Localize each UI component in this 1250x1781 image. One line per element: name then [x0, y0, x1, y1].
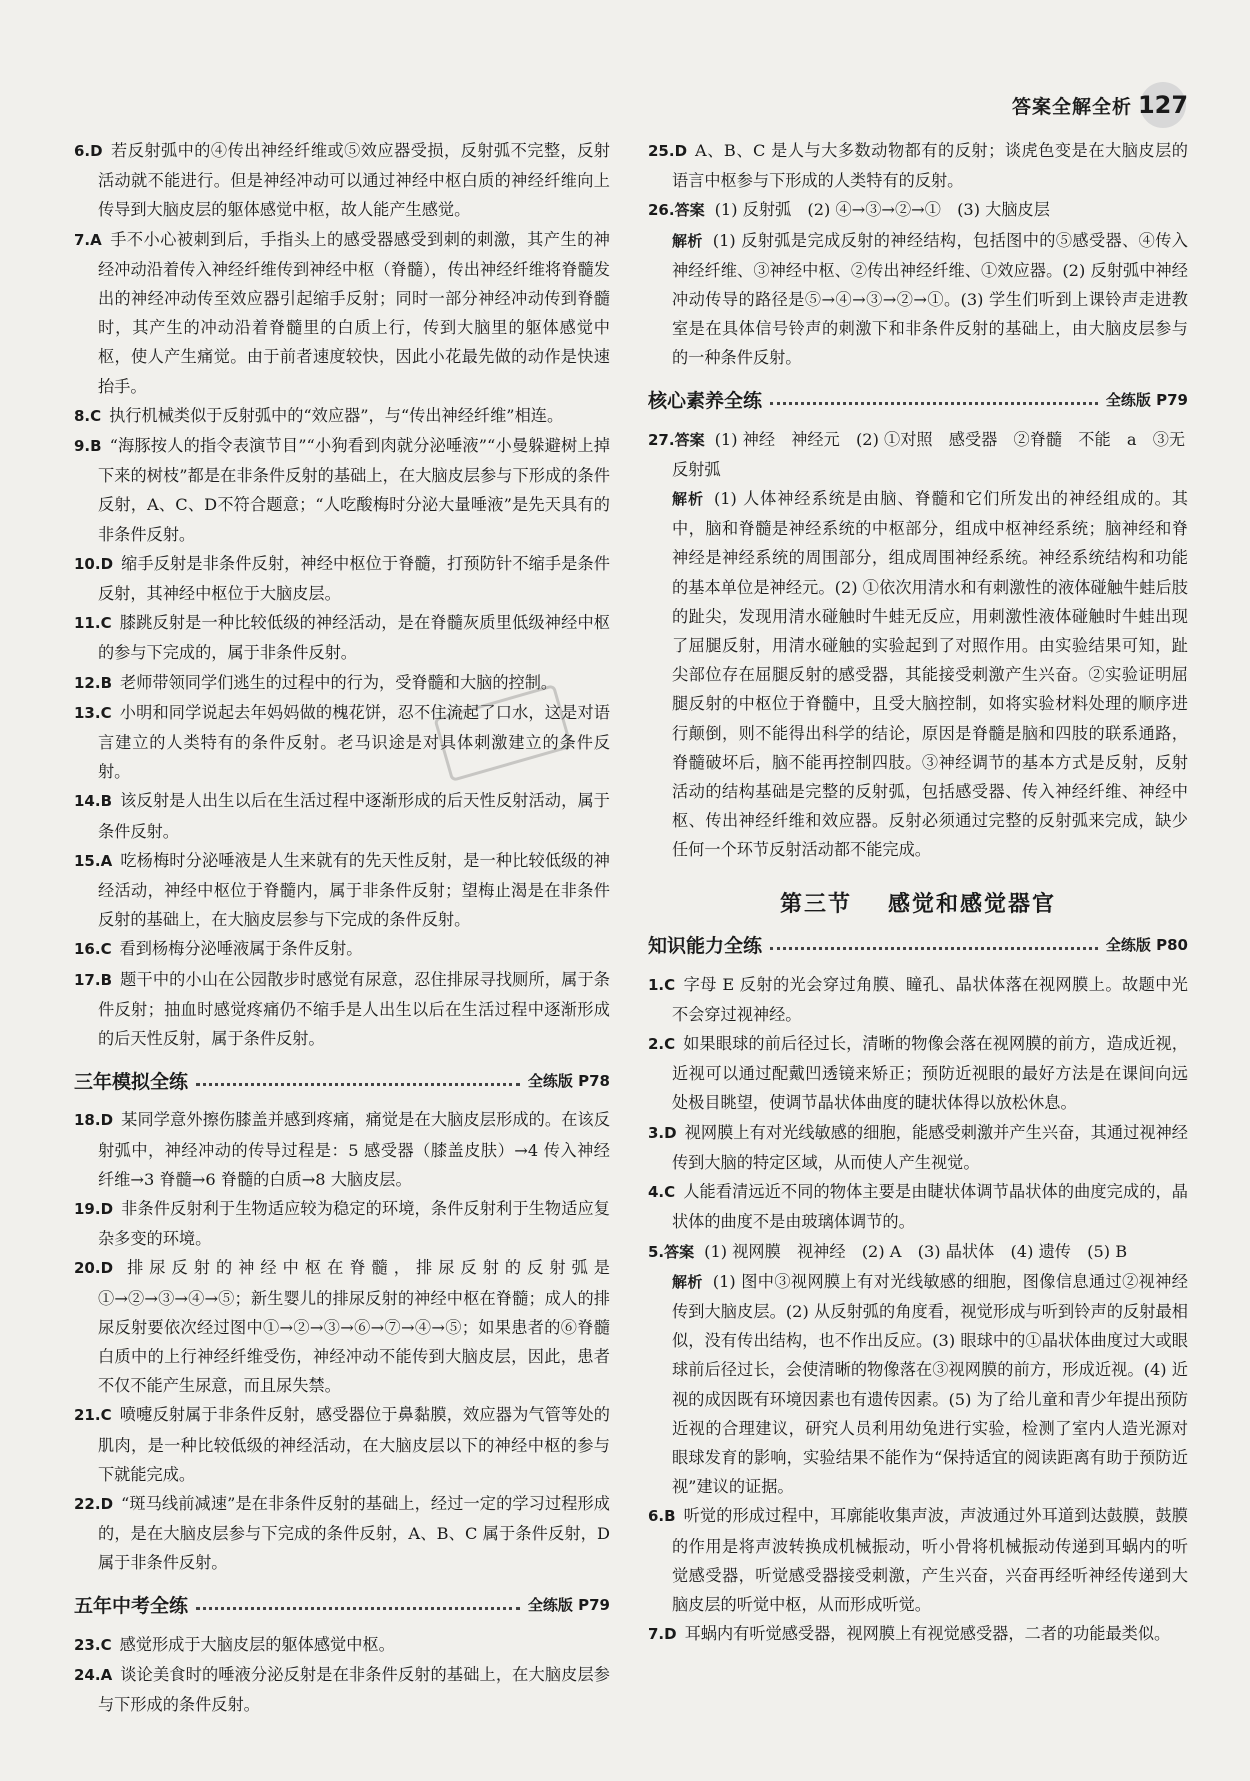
answer-text: 如果眼球的前后径过长，清晰的物像会落在视网膜的前方，造成近视，近视可以通过配戴凹透镜来矫正；预防近视眼的最好方法是在课间向远处极目眺望，使调节晶状体曲度的睫状体得以放松休息。 — [672, 1034, 1188, 1113]
answer-item — [74, 1400, 610, 1489]
answer-item — [74, 965, 610, 1054]
answer-list-d — [648, 970, 1188, 1237]
answer-number: 20.D — [74, 1259, 114, 1278]
analysis-label: 解析 — [672, 1272, 703, 1291]
answer-number: 15.A — [74, 851, 113, 870]
answer-text: “海豚按人的指令表演节目”“小狗看到肉就分泌唾液”“小曼躲避树上掉下来的树枝”都是在非条件反射的基础上，在大脑皮层参与下形成的条件反射，A、C、D不符合题意；“人吃酸梅时分泌大量唾液”是先天具有的非条件反射。 — [98, 436, 610, 544]
section-header-wunian — [74, 1590, 610, 1620]
answer-item — [74, 1194, 610, 1253]
answer-number: 25.D — [648, 142, 688, 160]
answer-list-c — [74, 1630, 610, 1720]
answer-number: 1.C — [648, 975, 676, 994]
answer-text: 老师带领同学们逃生的过程中的行为，受脊髓和大脑的控制。 — [120, 672, 558, 692]
answer-item — [74, 1105, 610, 1194]
answer-number: 27.答案 — [648, 430, 705, 449]
section-header-sannian — [74, 1065, 610, 1095]
answer-number: 2.C — [648, 1035, 676, 1054]
answer-number: 21.C — [74, 1406, 112, 1425]
answer-text: 人能看清远近不同的物体主要是由睫状体调节晶状体的曲度完成的，晶状体的曲度不是由玻璃体调节的。 — [672, 1182, 1188, 1232]
left-column — [74, 136, 610, 1719]
section-title: 核心素养全练 — [648, 390, 763, 413]
answer-text: 某同学意外擦伤膝盖并感到疼痛，痛觉是在大脑皮层形成的。在该反射弧中，神经冲动的传导过程是：5 感受器（膝盖皮肤）→4 传入神经纤维→3 脊髓→6 脊髓的白质→8 大脑皮层。 — [98, 1110, 610, 1189]
answer-item — [648, 1501, 1188, 1619]
answer-text: “斑马线前减速”是在非条件反射的基础上，经过一定的学习过程形成的，是在大脑皮层参与下完成的条件反射，A、B、C 属于条件反射，D 属于非条件反射。 — [98, 1493, 610, 1573]
answer-item — [74, 225, 610, 401]
answer-item — [74, 698, 610, 787]
answer-number: 11.C — [74, 614, 112, 633]
answer-number: 12.B — [74, 673, 113, 692]
answer-number: 10.D — [74, 554, 114, 573]
section-title: 三年模拟全练 — [74, 1070, 189, 1093]
answer-item — [74, 1630, 610, 1660]
answer-item — [648, 1177, 1188, 1236]
answer-number: 26.答案 — [648, 201, 705, 220]
answer-number: 16.C — [74, 940, 112, 959]
answer-number: 7.A — [74, 230, 102, 249]
answer-item — [74, 1253, 610, 1400]
section-header-zhishi — [648, 930, 1188, 960]
answer-number: 9.B — [74, 437, 102, 456]
answer-item — [74, 668, 610, 698]
answer-text: A、B、C 是人与大多数动物都有的反射；谈虎色变是在大脑皮层的语言中枢参与下形成的人类特有的反射。 — [672, 141, 1188, 191]
answer-number: 24.A — [74, 1665, 113, 1684]
section-header-hexin — [648, 385, 1188, 415]
answer-number: 23.C — [74, 1635, 112, 1654]
chapter-number: 第三节 — [779, 891, 852, 917]
section-ref: 全练版 P79 — [1105, 391, 1188, 410]
answer-item — [74, 846, 610, 935]
answer-text: 视网膜上有对光线敏感的细胞，能感受刺激并产生兴奋，其通过视神经传到大脑的特定区域，从而使人产生视觉。 — [672, 1122, 1188, 1172]
chapter-title — [648, 887, 1188, 918]
answer-list-e — [648, 1501, 1188, 1649]
answer-text: 手不小心被刺到后，手指头上的感受器感受到刺的刺激，其产生的神经冲动沿着传入神经纤维传到神经中枢（脊髓），传出神经纤维将脊髓发出的神经冲动传至效应器引起缩手反射；同时一部分神经冲动传到脊髓时，其产生的冲动沿着脊髓里的白质上行，传到大脑里的躯体感觉中枢，使人产生痛觉。由于前者速度较快，因此小花最先做的动作是快速抬手。 — [98, 229, 610, 396]
answer-number: 18.D — [74, 1111, 114, 1130]
answer-item — [648, 1029, 1188, 1118]
answer-item — [648, 1118, 1188, 1177]
answer-item — [648, 1619, 1188, 1649]
answer-item — [74, 1489, 610, 1578]
answer-list-a — [74, 136, 610, 1053]
answer-text: 膝跳反射是一种比较低级的神经活动，是在脊髓灰质里低级神经中枢的参与下完成的，属于非条件反射。 — [98, 613, 610, 663]
analysis-text: (1) 图中③视网膜上有对光线敏感的细胞，图像信息通过②视神经传到大脑皮层。(2) 从反射弧的角度看，视觉形成与听到铃声的反射最相似，没有传出结构，也不作出反应。(3) 眼球中的①晶状体曲度过大或眼球前后径过长，会使清晰的物像落在③视网膜的前方，形成近视。(4) 近视的成因既有环境因素也有遗传因素。(5) 为了给儿童和青少年提出预防近视的合理建议，研究人员利用幼兔进行实验，检测了室内人造光源对眼球发育的影响，实验结果不能作为“保持适宜的阅读距离有助于预防近视”建议的证据。 — [672, 1271, 1188, 1497]
answer-number: 7.D — [648, 1625, 677, 1644]
answer-item — [74, 549, 610, 608]
page-number: 127 — [1140, 82, 1186, 128]
answer-text: 听觉的形成过程中，耳廓能收集声波，声波通过外耳道到达鼓膜，鼓膜的作用是将声波转换成机械振动，听小骨将机械振动传递到耳蜗内的听觉感受器，听觉感受器接受刺激，产生兴奋，兴奋再经听神经传递到大脑皮层的听觉中枢，从而形成听觉。 — [672, 1506, 1188, 1614]
answer-text: 看到杨梅分泌唾液属于条件反射。 — [119, 939, 363, 959]
answer-text: 缩手反射是非条件反射，神经中枢位于脊髓，打预防针不缩手是条件反射，其神经中枢位于大脑皮层。 — [98, 553, 610, 604]
answer-number: 6.B — [648, 1507, 676, 1526]
answer-text: 题干中的小山在公园散步时感觉有尿意，忍住排尿寻找厕所，属于条件反射；抽血时感觉疼痛仍不缩手是人出生以后在生活过程中逐渐形成的后天性反射，属于条件反射。 — [98, 969, 610, 1049]
answer-number: 14.B — [74, 792, 113, 811]
answer-text: 若反射弧中的④传出神经纤维或⑤效应器受损，反射弧不完整，反射活动就不能进行。但是神经冲动可以通过神经中枢白质的神经纤维向上传导到大脑皮层的躯体感觉中枢，故人能产生感觉。 — [98, 141, 610, 220]
answer-text: 该反射是人出生以后在生活过程中逐渐形成的后天性反射活动，属于条件反射。 — [98, 791, 610, 841]
section-title: 五年中考全练 — [74, 1595, 189, 1618]
answer-text: 吃杨梅时分泌唾液是人生来就有的先天性反射，是一种比较低级的神经活动，神经中枢位于脊髓内，属于非条件反射；望梅止渴是在非条件反射的基础上，在大脑皮层参与下完成的条件反射。 — [98, 850, 610, 930]
answer-text: 排尿反射的神经中枢在脊髓，排尿反射的反射弧是①→②→③→④→⑤；新生婴儿的排尿反射的神经中枢在脊髓；成人的排尿反射要依次经过图中①→②→③→⑥→⑦→④→⑤；如果患者的⑥脊髓白质中的上行神经纤维受伤，神经冲动不能传到大脑皮层，因此，患者不仅不能产生尿意，而且尿失禁。 — [98, 1258, 610, 1396]
answer-number: 4.C — [648, 1183, 676, 1202]
analysis-26 — [648, 226, 1188, 373]
answer-item — [74, 401, 610, 431]
answer-item-25 — [648, 136, 1188, 195]
answer-text: 执行机械类似于反射弧中的“效应器”，与“传出神经纤维”相连。 — [109, 405, 564, 425]
answer-text: (1) 神经 神经元 (2) ①对照 感受器 ②脊髓 不能 a ③无 反射弧 — [672, 429, 1202, 479]
right-column — [648, 136, 1202, 1649]
answer-text: 非条件反射利于生物适应较为稳定的环境，条件反射利于生物适应复杂多变的环境。 — [98, 1198, 610, 1249]
answer-item — [74, 136, 610, 225]
chapter-name: 感觉和感觉器官 — [888, 891, 1057, 917]
page-header — [1011, 82, 1189, 128]
answer-text: (1) 视网膜 视神经 (2) A (3) 晶状体 (4) 遗传 (5) B — [704, 1241, 1128, 1261]
answer-item-5 — [648, 1237, 1188, 1267]
answer-text: 感觉形成于大脑皮层的躯体感觉中枢。 — [119, 1634, 395, 1654]
analysis-text: (1) 人体神经系统是由脑、脊髓和它们所发出的神经组成的。其中，脑和脊髓是神经系统的中枢部分，组成中枢神经系统；脑神经和脊神经是神经系统的周围部分，组成周围神经系统。神经系统结构和功能的基本单位是神经元。(2) ①依次用清水和有刺激性的液体碰触牛蛙后肢的趾尖，发现用清水碰触时牛蛙无反应，用刺激性液体碰触时牛蛙出现了屈腿反射，用清水碰触的实验起到了对照作用。由实验结果可知，趾尖部位存在屈腿反射的感受器，其能接受刺激产生兴奋。②实验证明屈腿反射的中枢位于脊髓中，且受大脑控制，如将实验材料处理的顺序进行颠倒，则不能得出科学的结论，原因是脊髓是脑和四肢的联系通路，脊髓破坏后，脑不能再控制四肢。③神经调节的基本方式是反射，反射活动的结构基础是完整的反射弧，包括感受器、传入神经纤维、神经中枢、传出神经纤维和效应器。反射必须通过完整的反射弧来完成，缺少任何一个环节反射活动都不能完成。 — [672, 489, 1188, 860]
section-ref: 全练版 P78 — [527, 1071, 610, 1090]
section-ref: 全练版 P80 — [1105, 936, 1188, 955]
answer-number: 3.D — [648, 1123, 677, 1142]
answer-text: 字母 E 反射的光会穿过角膜、瞳孔、晶状体落在视网膜上。故题中光不会穿过视神经。 — [672, 974, 1188, 1024]
section-dots — [770, 402, 1098, 405]
answer-text: 谈论美食时的唾液分泌反射是在非条件反射的基础上，在大脑皮层参与下形成的条件反射。 — [98, 1664, 610, 1714]
answer-item-27 — [648, 425, 1202, 484]
answer-number: 5.答案 — [648, 1242, 695, 1261]
answer-list-b — [74, 1105, 610, 1577]
answer-text: 喷嚏反射属于非条件反射，感受器位于鼻黏膜，效应器为气管等处的肌肉，是一种比较低级的神经活动，在大脑皮层以下的神经中枢的参与下就能完成。 — [98, 1405, 610, 1484]
answer-number: 13.C — [74, 703, 112, 722]
answer-text: 小明和同学说起去年妈妈做的槐花饼，忍不住流起了口水，这是对语言建立的人类特有的条件反射。老马识途是对具体刺激建立的条件反射。 — [98, 702, 610, 782]
answer-item — [74, 608, 610, 667]
answer-item — [74, 431, 610, 549]
answer-number: 8.C — [74, 406, 102, 425]
answer-item — [74, 934, 610, 964]
section-dots — [196, 1607, 520, 1610]
analysis-label: 解析 — [672, 231, 703, 250]
section-ref: 全练版 P79 — [527, 1596, 610, 1615]
analysis-label: 解析 — [672, 490, 704, 509]
answer-number: 19.D — [74, 1199, 114, 1218]
section-dots — [196, 1083, 520, 1086]
analysis-text: (1) 反射弧是完成反射的神经结构，包括图中的⑤感受器、④传入神经纤维、③神经中枢、②传出神经纤维、①效应器。(2) 反射弧中神经冲动传导的路径是⑤→④→③→②→①。(3) 学生们听到上课铃声走进教室是在具体信号铃声的刺激下和非条件反射的基础上，由大脑皮层参与的一种条件反射。 — [672, 230, 1188, 368]
answer-number: 6.D — [74, 142, 103, 160]
answer-number: 22.D — [74, 1494, 114, 1513]
answer-text: 耳蜗内有听觉感受器，视网膜上有视觉感受器，二者的功能最类似。 — [684, 1624, 1171, 1644]
answer-item — [648, 970, 1188, 1029]
section-dots — [770, 947, 1098, 950]
answer-item — [74, 1660, 610, 1719]
analysis-5 — [648, 1267, 1188, 1502]
answer-item — [74, 786, 610, 845]
header-title: 答案全解全析 — [1011, 95, 1132, 118]
answer-item-26 — [648, 195, 1188, 225]
answer-number: 17.B — [74, 970, 113, 989]
analysis-27 — [648, 484, 1188, 865]
answer-text: (1) 反射弧 (2) ④→③→②→① (3) 大脑皮层 — [714, 200, 1050, 220]
section-title: 知识能力全练 — [648, 935, 763, 958]
